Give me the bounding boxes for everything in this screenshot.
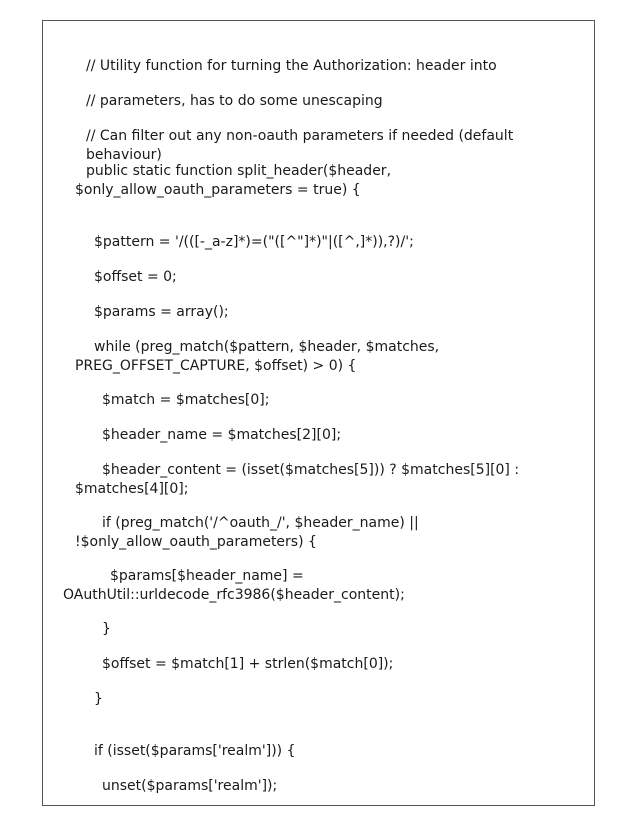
code-line-15: $offset = $match[1] + strlen($match[0]); bbox=[102, 656, 394, 672]
code-line-11: $header_content = (isset($matches[5])) ? $matches[5][0] : $matches[4][0]; bbox=[75, 462, 524, 497]
code-line-13: $params[$header_name] = OAuthUtil::urldecode_rfc3986($header_content); bbox=[63, 568, 405, 603]
code-line-12: if (preg_match('/^oauth_/', $header_name) || !$only_allow_oauth_parameters) { bbox=[75, 515, 424, 550]
code-line-3: // Can filter out any non-oauth parameters if needed (default behaviour) bbox=[86, 128, 518, 163]
code-line-14: } bbox=[102, 621, 111, 637]
code-line-6: $offset = 0; bbox=[94, 269, 177, 285]
code-line-1: // Utility function for turning the Authorization: header into bbox=[86, 58, 497, 74]
code-line-9: $match = $matches[0]; bbox=[102, 392, 270, 408]
code-line-5: $pattern = '/(([-_a-z]*)=("([^"]*)"|([^,]*)),?)/'; bbox=[94, 234, 414, 250]
page-frame bbox=[42, 20, 595, 806]
code-line-8: while (preg_match($pattern, $header, $matches, PREG_OFFSET_CAPTURE, $offset) > 0) { bbox=[75, 339, 444, 374]
code-line-17: if (isset($params['realm'])) { bbox=[94, 743, 296, 759]
code-line-4-text: public static function split_header($header, $only_allow_oauth_parameters = true) { bbox=[75, 163, 396, 198]
code-line-16: } bbox=[94, 691, 103, 707]
code-line-18: unset($params['realm']); bbox=[102, 778, 278, 794]
code-line-2: // parameters, has to do some unescaping bbox=[86, 93, 383, 109]
code-line-7: $params = array(); bbox=[94, 304, 229, 320]
code-line-10: $header_name = $matches[2][0]; bbox=[102, 427, 342, 443]
